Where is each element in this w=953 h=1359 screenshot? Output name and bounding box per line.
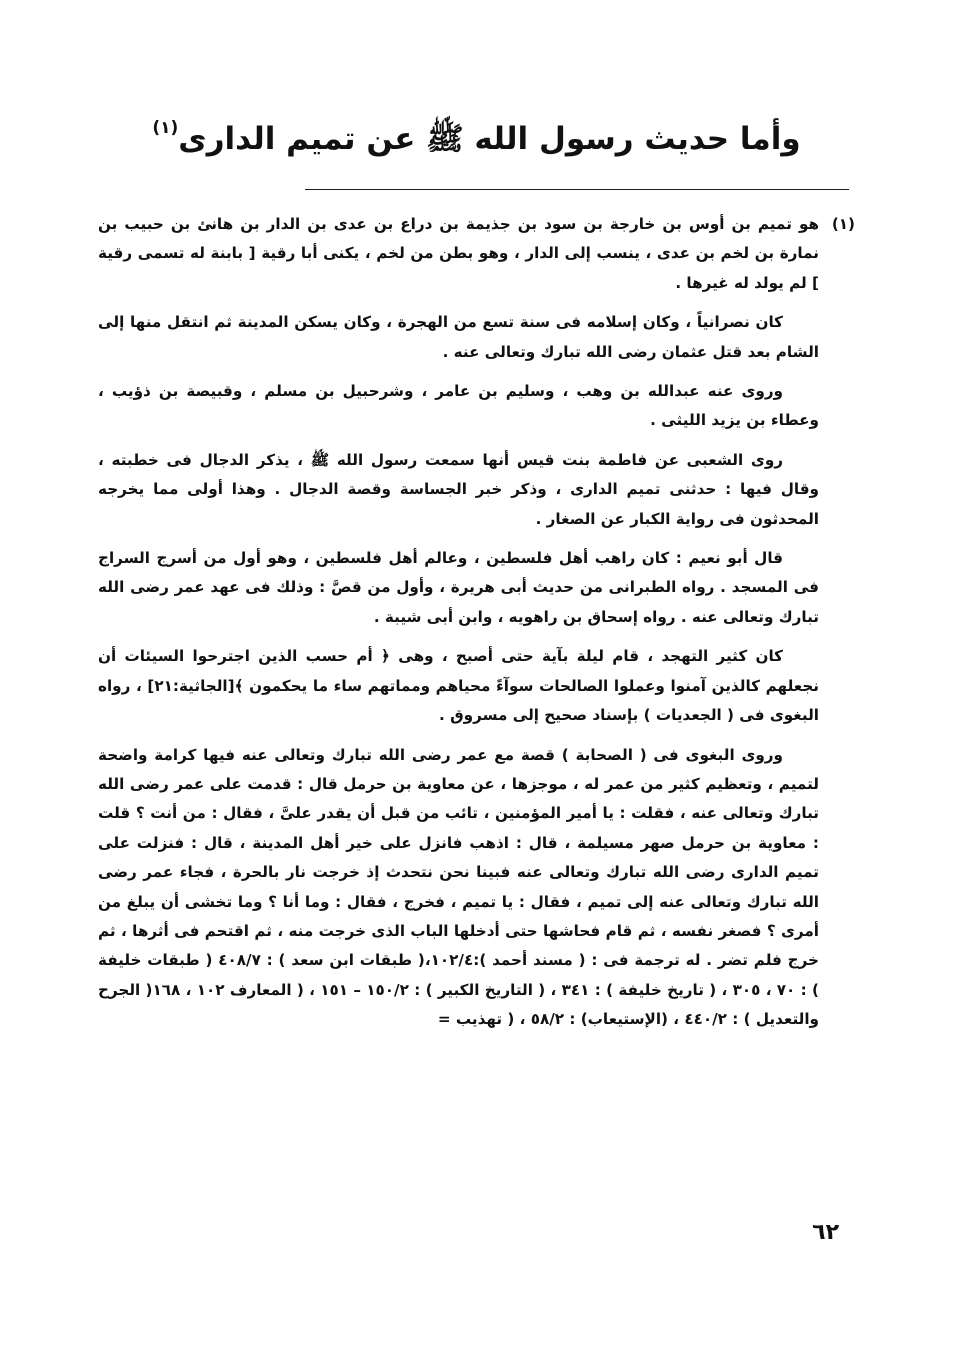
tahajjud-text: كان كثير التهجد ، قام ليلة بآية حتى أصبح ، وهى: [398, 647, 783, 666]
footnote-paragraph-3: وروى عنه عبدالله بن وهب ، وسليم بن عامر ، وشرحبيل بن مسلم ، وقبيصة بن ذؤيب ، وعطاء بن يزيد الليثى .: [98, 382, 819, 430]
quran-verse: ﴿ أم حسب الذين اجترحوا السيئات أن نجعلهم كالذين آمنوا وعملوا الصالحات سوآءً محياهم ومماتهم ساء ما يحكمون ﴾: [98, 647, 820, 695]
footnote-block: [98, 210, 855, 1045]
verse-citation: [الجاثية:٢١] ، رواه البغوى فى ( الجعديات ) بإسناد صحيح إلى مسروق .: [98, 676, 819, 725]
page-number: ٦٢: [812, 1220, 839, 1245]
footnote-paragraph-4: روى الشعبى عن فاطمة بنت قيس أنها سمعت رسول الله ﷺ ، يذكر الدجال فى خطبته ، وقال فيها : حدثنى تميم الدارى ، وذكر خبر الجساسة وقصة الدجال . وهذا أولى مما يخرجه المحدثون فى رواية الكبار عن الصغار .: [98, 450, 819, 528]
chapter-heading-text: وأما حديث رسول الله ﷺ عن تميم الدارى: [178, 120, 801, 157]
footnote-paragraph-5: قال أبو نعيم : كان راهب أهل فلسطين ، وعالم أهل فلسطين ، وهو أول من أسرج السراج فى المسجد . رواه الطبرانى من حديث أبى هريرة ، وأول من قصَّ : وذلك فى عهد عمر رضى الله تبارك وتعالى عنه . رواه إسحاق بن راهويه ، وابن أبى شيبة .: [98, 549, 819, 626]
footnote-separator: [305, 189, 849, 190]
footnote-paragraph-2: كان نصرانياً ، وكان إسلامه فى سنة تسع من الهجرة ، وكان يسكن المدينة ثم انتقل منها إلى الشام بعد قتل عثمان رضى الله تبارك وتعالى عنه .: [98, 313, 819, 361]
chapter-heading: [120, 117, 833, 161]
footnote-paragraph-1-text: هو تميم بن أوس بن خارجة بن سود بن جذيمة بن دراع بن عدى بن الدار بن هانئ بن حبيب بن نمارة بن لخم بن عدى ، ينسب إلى الدار ، وهو بطن من لخم ، يكنى أبا رقية [ بابنة له تسمى رقية ] لم يولد له غيرها .: [98, 215, 819, 292]
footnote-reference: (١): [152, 117, 179, 138]
footnote-paragraph-6: [98, 642, 855, 730]
footnote-marker: (١): [831, 215, 855, 233]
footnote-paragraph-1: [98, 210, 855, 298]
footnote-paragraph-7: وروى البغوى فى ( الصحابة ) قصة مع عمر رضى الله تبارك وتعالى عنه فيها كرامة واضحة لتميم ، وتعظيم كثير من عمر له ، موجزها ، عن معاوية بن حرمل قال : قدمت على عمر رضى الله تبارك وتعالى عنه ، فقلت : يا أمير المؤمنين ، تائب من قبل أن يقدر علىَّ ، فقال : من أنت ؟ قلت : معاوية بن حرمل صهر مسيلمة ، قال : اذهب فانزل على خير أهل المدينة ، قال : فنزلت على تميم الدارى رضى الله تبارك وتعالى عنه فبينا نحن نتحدث إذ خرجت نار بالحرة ، فجاء عمر رضى الله تبارك وتعالى عنه إلى تميم ، فقال : يا تميم ، فخرج ، فقال : وما أنا ؟ وما تخشى أن يبلغ من أمرى ؟ فصغر نفسه ، ثم قام فحاشها حتى أدخلها الباب الذى خرجت منه ، ثم اقتحم فى أثرها ، ثم خرج فلم تضر . له ترجمة فى : ( مسند أحمد ):١٠٢/٤،( طبقات ابن سعد ) : ٤٠٨/٧ ( طبقات خليفة ) : ٧٠ ، ٣٠٥ ، ( تاريخ خليفة ) : ٣٤١ ، ( التاريخ الكبير ) : ١٥٠/٢ – ١٥١ ، ( المعارف ١٠٢ ، ١٦٨( الجرح والتعديل ) : ٤٤٠/٢ ، (الإستيعاب) : ٥٨/٢ ، ( تهذيب =: [98, 745, 819, 1029]
